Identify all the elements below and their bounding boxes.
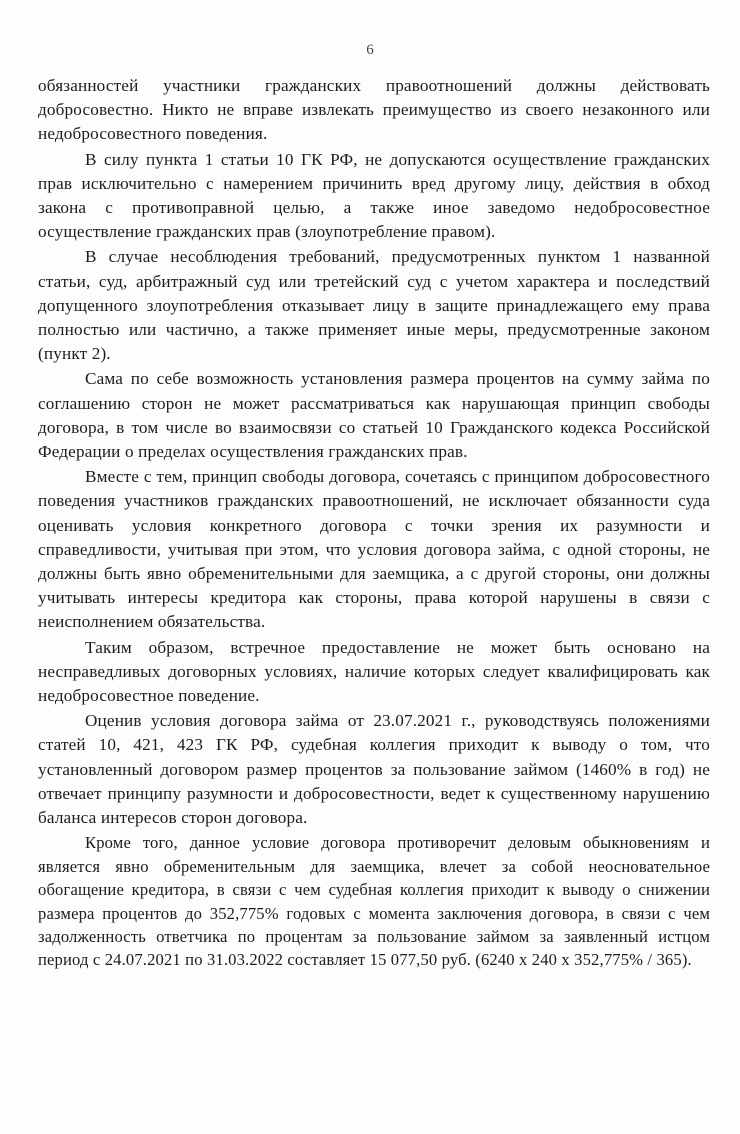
document-body: [38, 74, 710, 973]
paragraph-continuation: обязанностей участники гражданских правоотношений должны действовать добросовестно. Никто не вправе извлекать преимущество из своего незаконного или недобросовестного поведения.: [38, 76, 710, 144]
page-number: 6: [366, 42, 374, 58]
paragraph-article-10-point-2: В случае несоблюдения требований, предусмотренных пунктом 1 названной статьи, суд, арбитражный суд или третейский суд с учетом характера и последствий допущенного злоупотребления отказывает лицу в защите принадлежащего ему права полностью или частично, а также применяет иные меры, предусмотренные законом (пункт 2).: [38, 247, 710, 364]
paragraph-interest-agreement: Сама по себе возможность установления размера процентов на сумму займа по соглашению сторон не может рассматриваться как нарушающая принцип свободы договора, в том числе во взаимосвязи со статьей 10 Гражданского кодекса Российской Федерации о пределах осуществления гражданских прав.: [38, 369, 710, 462]
paragraph-article-10-point-1: В силу пункта 1 статьи 10 ГК РФ, не допускаются осуществление гражданских прав исключительно с намерением причинить вред другому лицу, действия в обход закона с противоправной целью, а также иное заведомо недобросовестное осуществление гражданских прав (злоупотребление правом).: [38, 149, 710, 242]
paragraph-freedom-of-contract: Вместе с тем, принцип свободы договора, сочетаясь с принципом добросовестного поведения участников гражданских правоотношений, не исключает обязанности суда оценивать условия конкретного договора с точки зрения их разумности и справедливости, учитывая при этом, что условия договора займа, с одной стороны, не должны быть явно обременительными для заемщика, а с другой стороны, они должны учитывать интересы кредитора как стороны, права которой нарушены в связи с неисполнением обязательства.: [38, 467, 710, 632]
paragraph-counter-performance: Таким образом, встречное предоставление не может быть основано на несправедливых договорных условиях, наличие которых следует квалифицировать как недобросовестное поведение.: [38, 637, 710, 706]
paragraph-court-assessment: Оценив условия договора займа от 23.07.2021 г., руководствуясь положениями статей 10, 421, 423 ГК РФ, судебная коллегия приходит к выводу о том, что установленный договором размер процентов за пользование займом (1460% в год) не отвечает принципу разумности и добросовестности, ведет к существенному нарушению баланса интересов сторон договора.: [38, 711, 710, 828]
paragraph-interest-reduction: Кроме того, данное условие договора противоречит деловым обыкновениям и является явно обременительным для заемщика, влечет за собой неосновательное обогащение кредитора, в связи с чем судебная коллегия приходит к выводу о снижении размера процентов до 352,775% годовых с момента заключения договора, в связи с чем задолженность ответчика по процентам за пользование займом за заявленный истцом период с 24.07.2021 по 31.03.2022 составляет 15 077,50 руб. (6240 х 240 х 352,775% / 365).: [38, 833, 710, 970]
